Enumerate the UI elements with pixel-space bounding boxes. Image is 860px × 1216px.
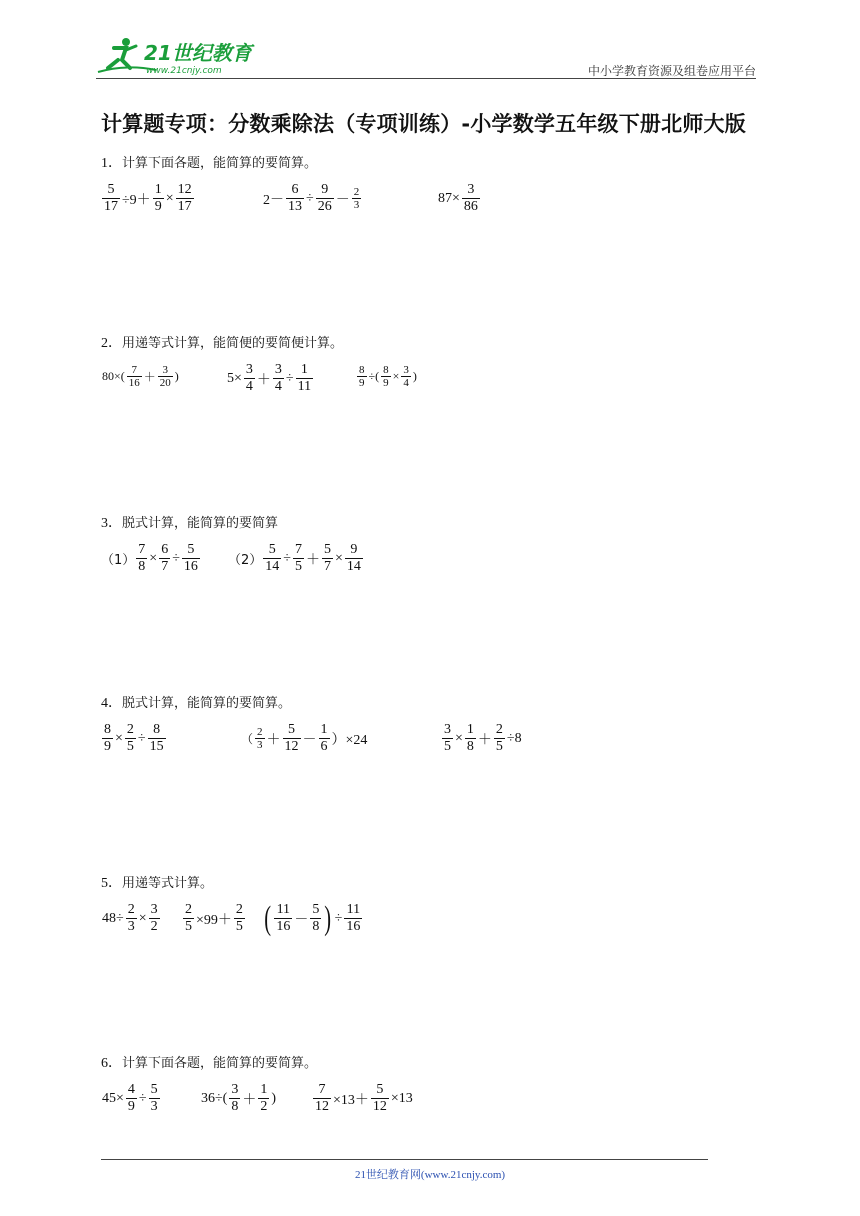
- page-title: 计算题专项：分数乘除法（专项训练）-小学数学五年级下册北师大版: [101, 112, 746, 136]
- header-divider: [96, 78, 756, 79]
- q2-expr-2: 5× $\frac{3}{4}$ ＋ $\frac{3}{4}$ ÷ $\frac{1}{11}$: [227, 362, 312, 394]
- q1-expr-3: 87× $\frac{3}{86}$: [438, 182, 478, 214]
- q2-expr-3: $\frac{8}{9}$ ÷( $\frac{8}{9}$ × $\frac{3}{4}$ ): [359, 364, 417, 389]
- question-2: 2．用递等式计算，能简便的要简便计算。: [101, 336, 344, 351]
- q1-expr-1: $\frac{5}{17}$ ÷9＋ $\frac{1}{9}$ × $\frac{12}{17}$: [104, 182, 192, 214]
- q5-expr-1: 48÷ $\frac{2}{3}$ × $\frac{3}{2}$: [102, 902, 158, 934]
- q6-expr-2: 36÷( $\frac{3}{8}$ ＋ $\frac{1}{2}$ ): [201, 1082, 277, 1114]
- logo-url: www.21cnjy.com: [146, 66, 222, 76]
- logo-text: 21世纪教育: [144, 41, 252, 65]
- q6-expr-1: 45× $\frac{4}{9}$ ÷ $\frac{5}{3}$: [102, 1082, 158, 1114]
- q3-expr-1: （1） $\frac{7}{8}$ × $\frac{6}{7}$ ÷ $\frac{5}{16}$: [101, 542, 198, 574]
- q4-expr-1: $\frac{8}{9}$ × $\frac{2}{5}$ ÷ $\frac{8}{15}$: [104, 722, 164, 754]
- footer-divider: [101, 1159, 708, 1160]
- question-5: 5．用递等式计算。: [101, 876, 214, 891]
- footer-link[interactable]: 21世纪教育网(www.21cnjy.com): [354, 1169, 506, 1181]
- q4-expr-2: （ $\frac{2}{3}$ ＋ $\frac{5}{12}$ － $\frac{1}{6}$ ）×24: [241, 722, 368, 754]
- q6-expr-3: $\frac{7}{12}$ ×13＋ $\frac{5}{12}$ ×13: [315, 1082, 413, 1114]
- q2-expr-1: 80×( $\frac{7}{16}$ ＋ $\frac{3}{20}$ ): [102, 364, 179, 389]
- q4-expr-3: $\frac{3}{5}$ × $\frac{1}{8}$ ＋ $\frac{2}{5}$ ÷8: [444, 722, 522, 754]
- question-3: 3．脱式计算，能简算的要简算: [101, 516, 279, 531]
- question-4: 4．脱式计算，能简算的要简算。: [101, 696, 292, 711]
- site-logo: [96, 34, 256, 78]
- header-platform-text: 中小学教育资源及组卷应用平台: [587, 64, 756, 78]
- question-6: 6．计算下面各题，能简算的要简算。: [101, 1056, 318, 1071]
- q5-expr-3: ( $\frac{11}{16}$ － $\frac{5}{8}$ ) ÷ $\frac{11}{16}$: [264, 899, 361, 937]
- q3-expr-2: （2） $\frac{5}{14}$ ÷ $\frac{7}{5}$ ＋ $\frac{5}{7}$ × $\frac{9}{14}$: [228, 542, 361, 574]
- question-1: 1．计算下面各题，能简算的要简算。: [101, 156, 318, 171]
- q5-expr-2: $\frac{2}{5}$ ×99＋ $\frac{2}{5}$: [185, 902, 243, 934]
- q1-expr-2: 2－ $\frac{6}{13}$ ÷ $\frac{9}{26}$ － $\frac{2}{3}$: [263, 182, 360, 214]
